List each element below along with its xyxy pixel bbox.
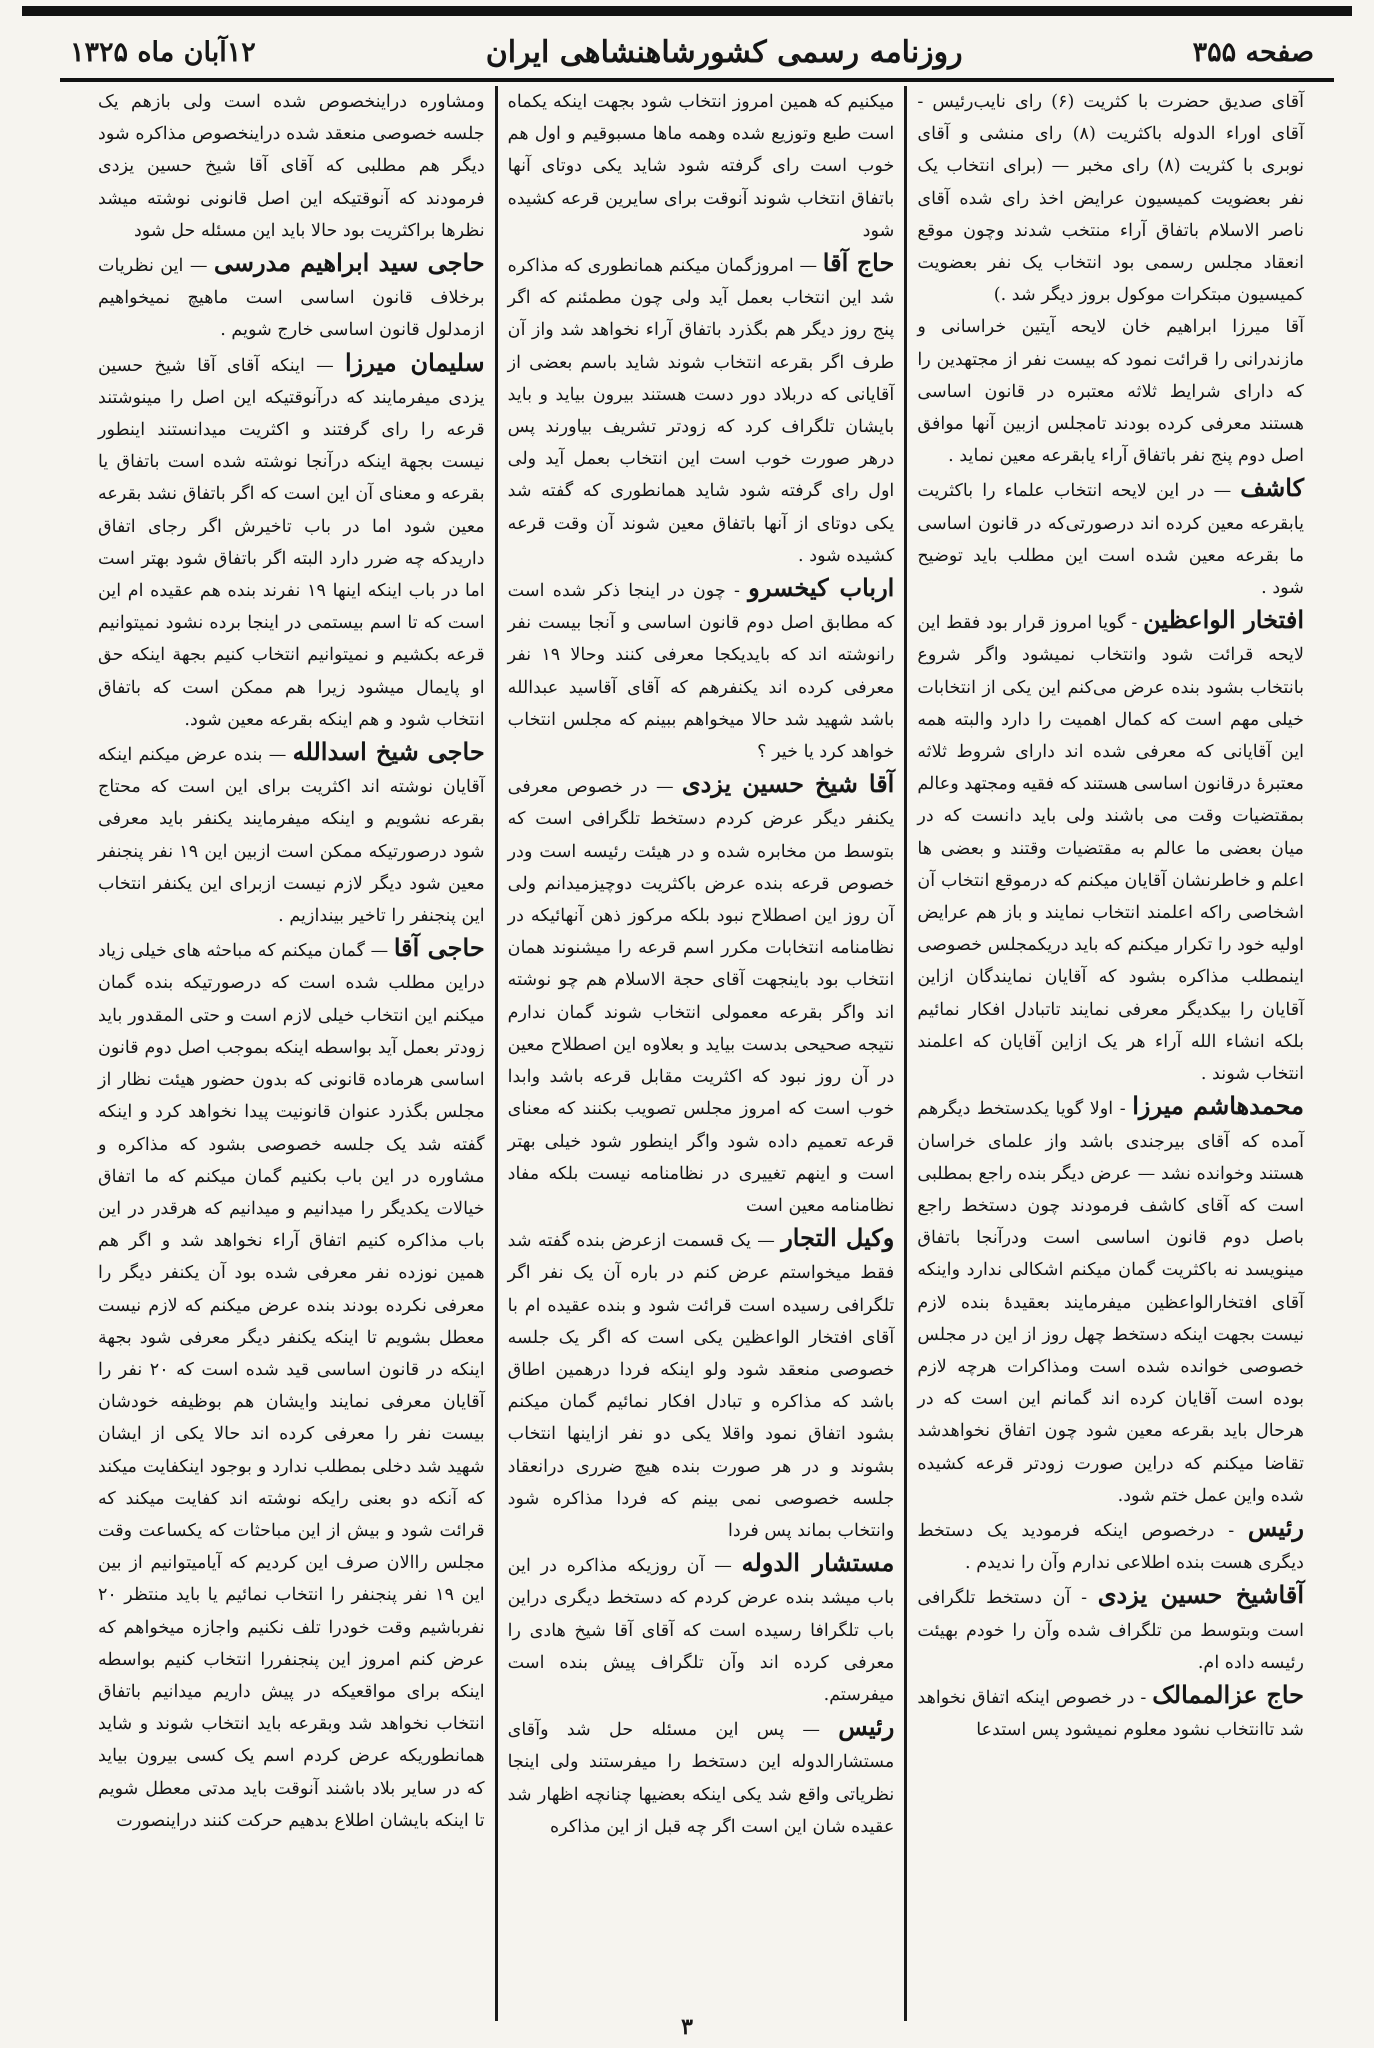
columns	[88, 86, 1314, 2021]
speaker-name: حاجی شیخ اسدالله	[292, 737, 485, 767]
paragraph-text: — اینکه آقای آقا شیخ حسین یزدی میفرمایند که درآنوقتیکه این اصل را مینوشتند قرعه را رای گرفتند و اکثریت میدانستند اینطور نیست بجهة اینکه درآنجا نوشته شده است باتفاق یا بقرعه و معنای آن این است که اگر باتفاق نشد بقرعه معین شود اما در باب تاخیرش اگر رجای اتفاق داریدکه چه ضرر دارد البته اگر باتفاق شود بهتر است اما در باب اینکه اینها ۱۹ نفرند بنده هم عقیده ام این است که تا اسم بیستمی در اینجا برده نشود نمیتوانیم قرعه بکشیم و نمیتوانیم انتخاب کنیم بجهة اینکه حق او پایمال میشود زیرا هم ممکن است که باتفاق انتخاب شود و هم اینکه بقرعه معین شود.	[97, 355, 485, 730]
speaker-name: کاشف	[1240, 473, 1304, 503]
paragraph	[98, 86, 485, 247]
speaker-name: وکیل التجار	[781, 1223, 895, 1253]
paragraph	[508, 1222, 895, 1547]
paragraph	[917, 1512, 1304, 1579]
page-label: صفحه ۳۵۵	[1192, 36, 1314, 68]
column-right	[907, 86, 1314, 2021]
paragraph-text: — در این لایحه انتخاب علماء را باکثریت یابقرعه معین کرده اند درصورتی‌که در قانون اساسی ما بقرعه معین شده است این مطلب باید توضیح شود .	[917, 481, 1304, 599]
page-number: ۳	[681, 2014, 693, 2040]
header-rule	[60, 78, 1334, 82]
paragraph-text: - در خصوص اینکه اتفاق نخواهد شد تاانتخاب نشود معلوم نمیشود پس استدعا	[917, 1687, 1304, 1741]
paragraph-text: — آن روزیکه مذاکره در این باب میشد بنده عرض کردم که دستخط دیگری دراین باب تلگرافا رسیده است که آقای آقا شیخ هادی را معرفی کرده اند وآن تلگراف پیش بنده است میفرستم.	[507, 1556, 895, 1705]
paragraph	[508, 1711, 895, 1843]
paragraph-text: آقای صدیق حضرت با کثریت (۶) رای نایب‌رئیس - آقای اوراء الدوله باکثریت (۸) رای منشی و آقای نوبری با کثریت (۸) رای مخبر — (برای انتخاب یک نفر بعضویت کمیسیون عرایض اخذ رای شده آقای ناصر الاسلام باتفاق آراء منتخب شدند وچون موقع انعقاد مجلس رسمی بود انتخاب یک نفر بعضویت کمیسیون مبتکرات موکول بروز دیگر شد .)	[917, 92, 1304, 306]
paragraph	[917, 1579, 1304, 1679]
masthead	[70, 28, 1314, 76]
paragraph-text: - درخصوص اینکه فرمودید یک دستخط دیگری هست بنده اطلاعی ندارم وآن را ندیدم .	[917, 1520, 1304, 1574]
newspaper-title: روزنامه رسمی کشورشاهنشاهی ایران	[485, 34, 963, 70]
speaker-name: آقا شیخ حسین یزدی	[681, 769, 895, 799]
paragraph	[508, 247, 895, 572]
speaker-name: رئیس	[838, 1712, 895, 1742]
paragraph	[98, 932, 485, 1837]
paragraph-text: آقا میرزا ابراهیم خان لایحه آیتین خراسانی و مازندرانی را قرائت نمود که بیست نفر از مجتهدین را که دارای شرایط ثلاثه معتبره در قانون اساسی هستند معرفی کرده بودند تامجلس ازبین آنها موافق اصل دوم پنج نفر باتفاق آراء یابقرعه معین نماید .	[917, 317, 1304, 467]
paragraph	[917, 604, 1304, 1090]
paragraph	[917, 86, 1304, 311]
paragraph-text: - گویا امروز قرار بود فقط این لایحه قرائت شود وانتخاب نمیشود واگر شروع بانتخاب بشود بنده عرض می‌کنم این یکی از انتخابات خیلی مهم است که کمال اهمیت را دارد والبته همه این آقایانی که معرفی شده اند دارای شروط ثلاثه معتبرهٔ درقانون اساسی هستند که فقیه ومجتهد وعالم بمقتضیات وقت می باشند ولی باید دانست که در میان بعضی ما عالم به مقتضیات وقتند و بعضی ها اعلم و خاطرنشان آقایان میکنم که درموقع انتخاب آن اشخاصی راکه اعلمند انتخاب نمایند و باز هم عرایض اولیه خود را تکرار میکنم که باید دریکمجلس خصوصی اینمطلب مذاکره بشود که آقایان نمایندگان ازاین آقایان را بیکدیگر معرفی نمایند تاتبادل افکار نمائیم بلکه انشاء الله آراء هر یک ازاین آقایان که اعلمند انتخاب شوند .	[917, 613, 1304, 1085]
speaker-name: ارباب کیخسرو	[748, 573, 895, 603]
column-left	[88, 86, 495, 2021]
paragraph	[98, 347, 485, 736]
speaker-name: محمدهاشم میرزا	[1132, 1091, 1305, 1121]
speaker-name: افتخار الواعظین	[1143, 605, 1304, 635]
paragraph-text: ومشاوره دراینخصوص شده است ولی بازهم یک جلسه خصوصی منعقد شده دراینخصوص مذاکره شود دیگر هم مطلبی که آقای آقا شیخ حسین یزدی فرمودند که آنوقتیکه این اصل قانونی نوشته میشد نظرها براکثریت بود حالا باید این مسئله حل شود	[97, 92, 485, 241]
paragraph-text: - آن دستخط تلگرافی است وبتوسط من تلگراف شده وآن را خودم بهیئت رئیسه داده ام.	[917, 1588, 1304, 1673]
paragraph-text: - اولا گویا یکدستخط دیگرهم آمده که آقای بیرجندی باشد واز علمای خراسان هستند وخوانده نشد — عرض دیگر بنده راجع بمطلبی است که آقای کاشف فرمودند چون دستخط راجع باصل دوم قانون اساسی است ودرآنجا باتفاق مینویسد نه باکثریت گمان میکنم اشکالی ندارد واینکه آقای افتخارالواعظین میفرمایند بعقیدهٔ بنده لازم نیست بجهت اینکه دستخط چهل روز از این در مجلس خصوصی خوانده شده است ومذاکرات هرچه لازم بوده است آقایان کرده اند گمانم این است که در هرحال باید بقرعه معین شود چون اتفاق نخواهدشد تقاضا میکنم که دراین صورت زودتر قرعه کشیده شده واین عمل ختم شود.	[917, 1099, 1304, 1506]
paragraph-text: — پس این مسئله حل شد وآقای مستشارالدوله این دستخط را میفرستند ولی اینجا نظریاتی واقع شد یکی اینکه بعضیها چنانچه اظهار شد عقیده شان این است اگر چه قبل از این مذاکره	[507, 1720, 895, 1837]
paragraph	[917, 472, 1304, 604]
speaker-name: حاج آقا	[822, 248, 895, 278]
issue-date: ۱۲آبان ماه ۱۳۲۵	[70, 36, 256, 68]
speaker-name: حاج عزالممالک	[1152, 1679, 1304, 1709]
speaker-name: آقاشیخ حسین یزدی	[1097, 1580, 1304, 1610]
paragraph-text: — در خصوص معرفی یکنفر دیگر عرض کردم دستخط تلگرافی است که بتوسط من مخابره شده و در هیئت رئیسه است ودر خصوص قرعه بنده عرض باکثریت دوچیزمیدانم ولی آن روز این اصطلاح نبود بلکه مرکوز ذهن آنهائیکه در نظامنامه انتخابات مکرر اسم قرعه را میشنوند همان انتخاب بود باینجهت آقای حجة الاسلام هم چو نوشته اند واگر بقرعه معمولی انتخاب شوند گمان ندارم نتیجه صحیحی بدست بیاید و بعلاوه این اصطلاح معین در آن روز نبود که اکثریت مقابل قرعه باشد وابدا خوب است که امروز مجلس تصویب بکنند که معنای قرعه تعمیم داده شود واگر اینطور شود خیلی بهتر است و اینهم تغییری در نظامنامه نیست بلکه مفاد نظامنامه معین است	[507, 777, 895, 1216]
speaker-name: مستشار الدوله	[741, 1548, 895, 1578]
paragraph	[98, 247, 485, 347]
paragraph	[917, 1679, 1304, 1746]
paragraph	[508, 1547, 895, 1711]
speaker-name: سلیمان میرزا	[344, 347, 485, 377]
paragraph-text: — این نظریات برخلاف قانون اساسی است ماهیچ نمیخواهیم ازمدلول قانون اساسی خارج شویم .	[97, 256, 485, 341]
paragraph	[917, 1090, 1304, 1512]
paragraph-text: - چون در اینجا ذکر شده است که مطابق اصل دوم قانون اساسی و آنجا بیست نفر رانوشته اند که بایدیکجا معرفی کنند وحالا ۱۹ نفر معرفی کرده اند یکنفرهم که آقای آقاسید عبدالله باشد شهید شد حالا میخواهم ببینم که مجلس انتخاب خواهد کرد یا خیر ؟	[507, 581, 895, 763]
top-rule	[22, 6, 1352, 16]
paragraph-text: — امروزگمان میکنم همانطوری که مذاکره شد این انتخاب بعمل آید ولی چون مطمئنم که اگر پنج روز دیگر هم بگذرد باتفاق آراء نخواهد شد واز آن طرف اگر بقرعه انتخاب شوند شاید باسم بعضی از آقایانی که دربلاد دور دست هستند بیرون بیاید و باید بایشان تلگراف کرد که زودتر تشریف بیاورند پس درهر صورت خوب است این انتخاب بعمل آید ولی اول رای گرفته شود شاید همانطوری که گفته شد یکی دوتای از آنها باتفاق معین شوند آن وقت قرعه کشیده شود .	[507, 256, 895, 566]
speaker-name: حاجی آقا	[393, 933, 485, 963]
speaker-name: رئیس	[1247, 1512, 1304, 1542]
paragraph	[917, 311, 1304, 472]
column-middle	[495, 86, 908, 2021]
paragraph-text: — بنده عرض میکنم اینکه آقایان نوشته اند اکثریت برای این است که محتاج بقرعه نشویم و اینکه میفرمایند یکنفر باید معرفی شود درصورتیکه ممکن است ازبین این ۱۹ نفر پنجنفر معین شود دیگر لازم نیست ازبرای این یکنفر انتخاب این پنجنفر را تاخیر بیندازیم .	[97, 745, 485, 927]
paragraph-text: — یک قسمت ازعرض بنده گفته شد فقط میخواستم عرض کنم در باره آن یک نفر اگر تلگرافی رسیده است قرائت شود و بنده عقیده ام با آقای افتخار الواعظین یکی است که اگر یک جلسه خصوصی منعقد شود ولو اینکه فردا درهمین اطاق باشد که مذاکره و تبادل افکار نمائیم گمان میکنم بشود اتفاق نمود واقلا یکی دو نفر ازاینها انتخاب بشوند و در هر صورت بنده هیچ ضرری درانعقاد جلسه خصوصی نمی بینم که فردا مذاکره شود وانتخاب بماند پس فردا	[507, 1231, 895, 1541]
paragraph	[508, 86, 895, 247]
paragraph	[508, 768, 895, 1222]
paragraph-text: میکنیم که همین امروز انتخاب شود بجهت اینکه یکماه است طبع وتوزیع شده وهمه ماها مسبوقیم و اول هم خوب است رای گرفته شود شاید یکی دوتای آنها باتفاق انتخاب شوند آنوقت برای سایرین قرعه کشیده شود	[507, 92, 895, 241]
paragraph	[98, 736, 485, 932]
speaker-name: حاجی سید ابراهیم مدرسی	[213, 248, 485, 278]
paragraph-text: — گمان میکنم که مباحثه های خیلی زیاد دراین مطلب شده است که درصورتیکه بنده گمان میکنم این انتخاب خیلی لازم است و حتی المقدور باید زودتر بعمل آید بواسطه اینکه بموجب اصل دوم قانون اساسی هرماده قانونی که بدون حضور هیئت نظار از مجلس بگذرد عنوان قانونیت پیدا نخواهد کرد و اینکه گفته شد یک جلسه خصوصی بشود که مذاکره و مشاوره در این باب بکنیم گمان میکنم که ما اتفاق خیالات یکدیگر را میدانیم و میدانیم که هرقدر در این باب مذاکره کنیم اتفاق آراء نخواهد شد و اگر هم همین نوزده نفر معرفی شده بود آن یکنفر دیگر را معرفی نکرده بودند بنده عرض میکنم که لازم نیست معطل بشویم تا اینکه یکنفر دیگر معرفی شود بجهة اینکه در قانون اساسی قید شده است که ۲۰ نفر را آقایان معرفی نمایند وایشان هم بوظیفه خودشان بیست نفر را معرفی کرده اند حالا یکی از ایشان شهید شد دخلی بمطلب ندارد و بوجود اینکفایت میکند که آنکه دو بعنی رایکه نوشته اند کفایت میکند که قرائت شود و بیش از این مباحثات که یکساعت وقت مجلس راالان صرف این کردیم که آیامیتوانیم از بین این ۱۹ نفر پنجنفر را انتخاب نمائیم یا باید منتظر ۲۰ نفرباشیم وقت خودرا تلف نکنیم واجازه میخواهم که عرض کنم امروز این پنجنفررا انتخاب کنیم بواسطه اینکه برای مواقعیکه در پیش داریم میدانیم باتفاق انتخاب نخواهد شد وبقرعه باید انتخاب شوند و شاید همانطوریکه عرض کردم اسم یک کسی بیرون بیاید که در سایر بلاد باشند آنوقت باید مدتی معطل شویم تا اینکه بایشان اطلاع بدهیم حرکت کنند دراینصورت	[97, 941, 485, 1831]
paragraph	[508, 572, 895, 768]
